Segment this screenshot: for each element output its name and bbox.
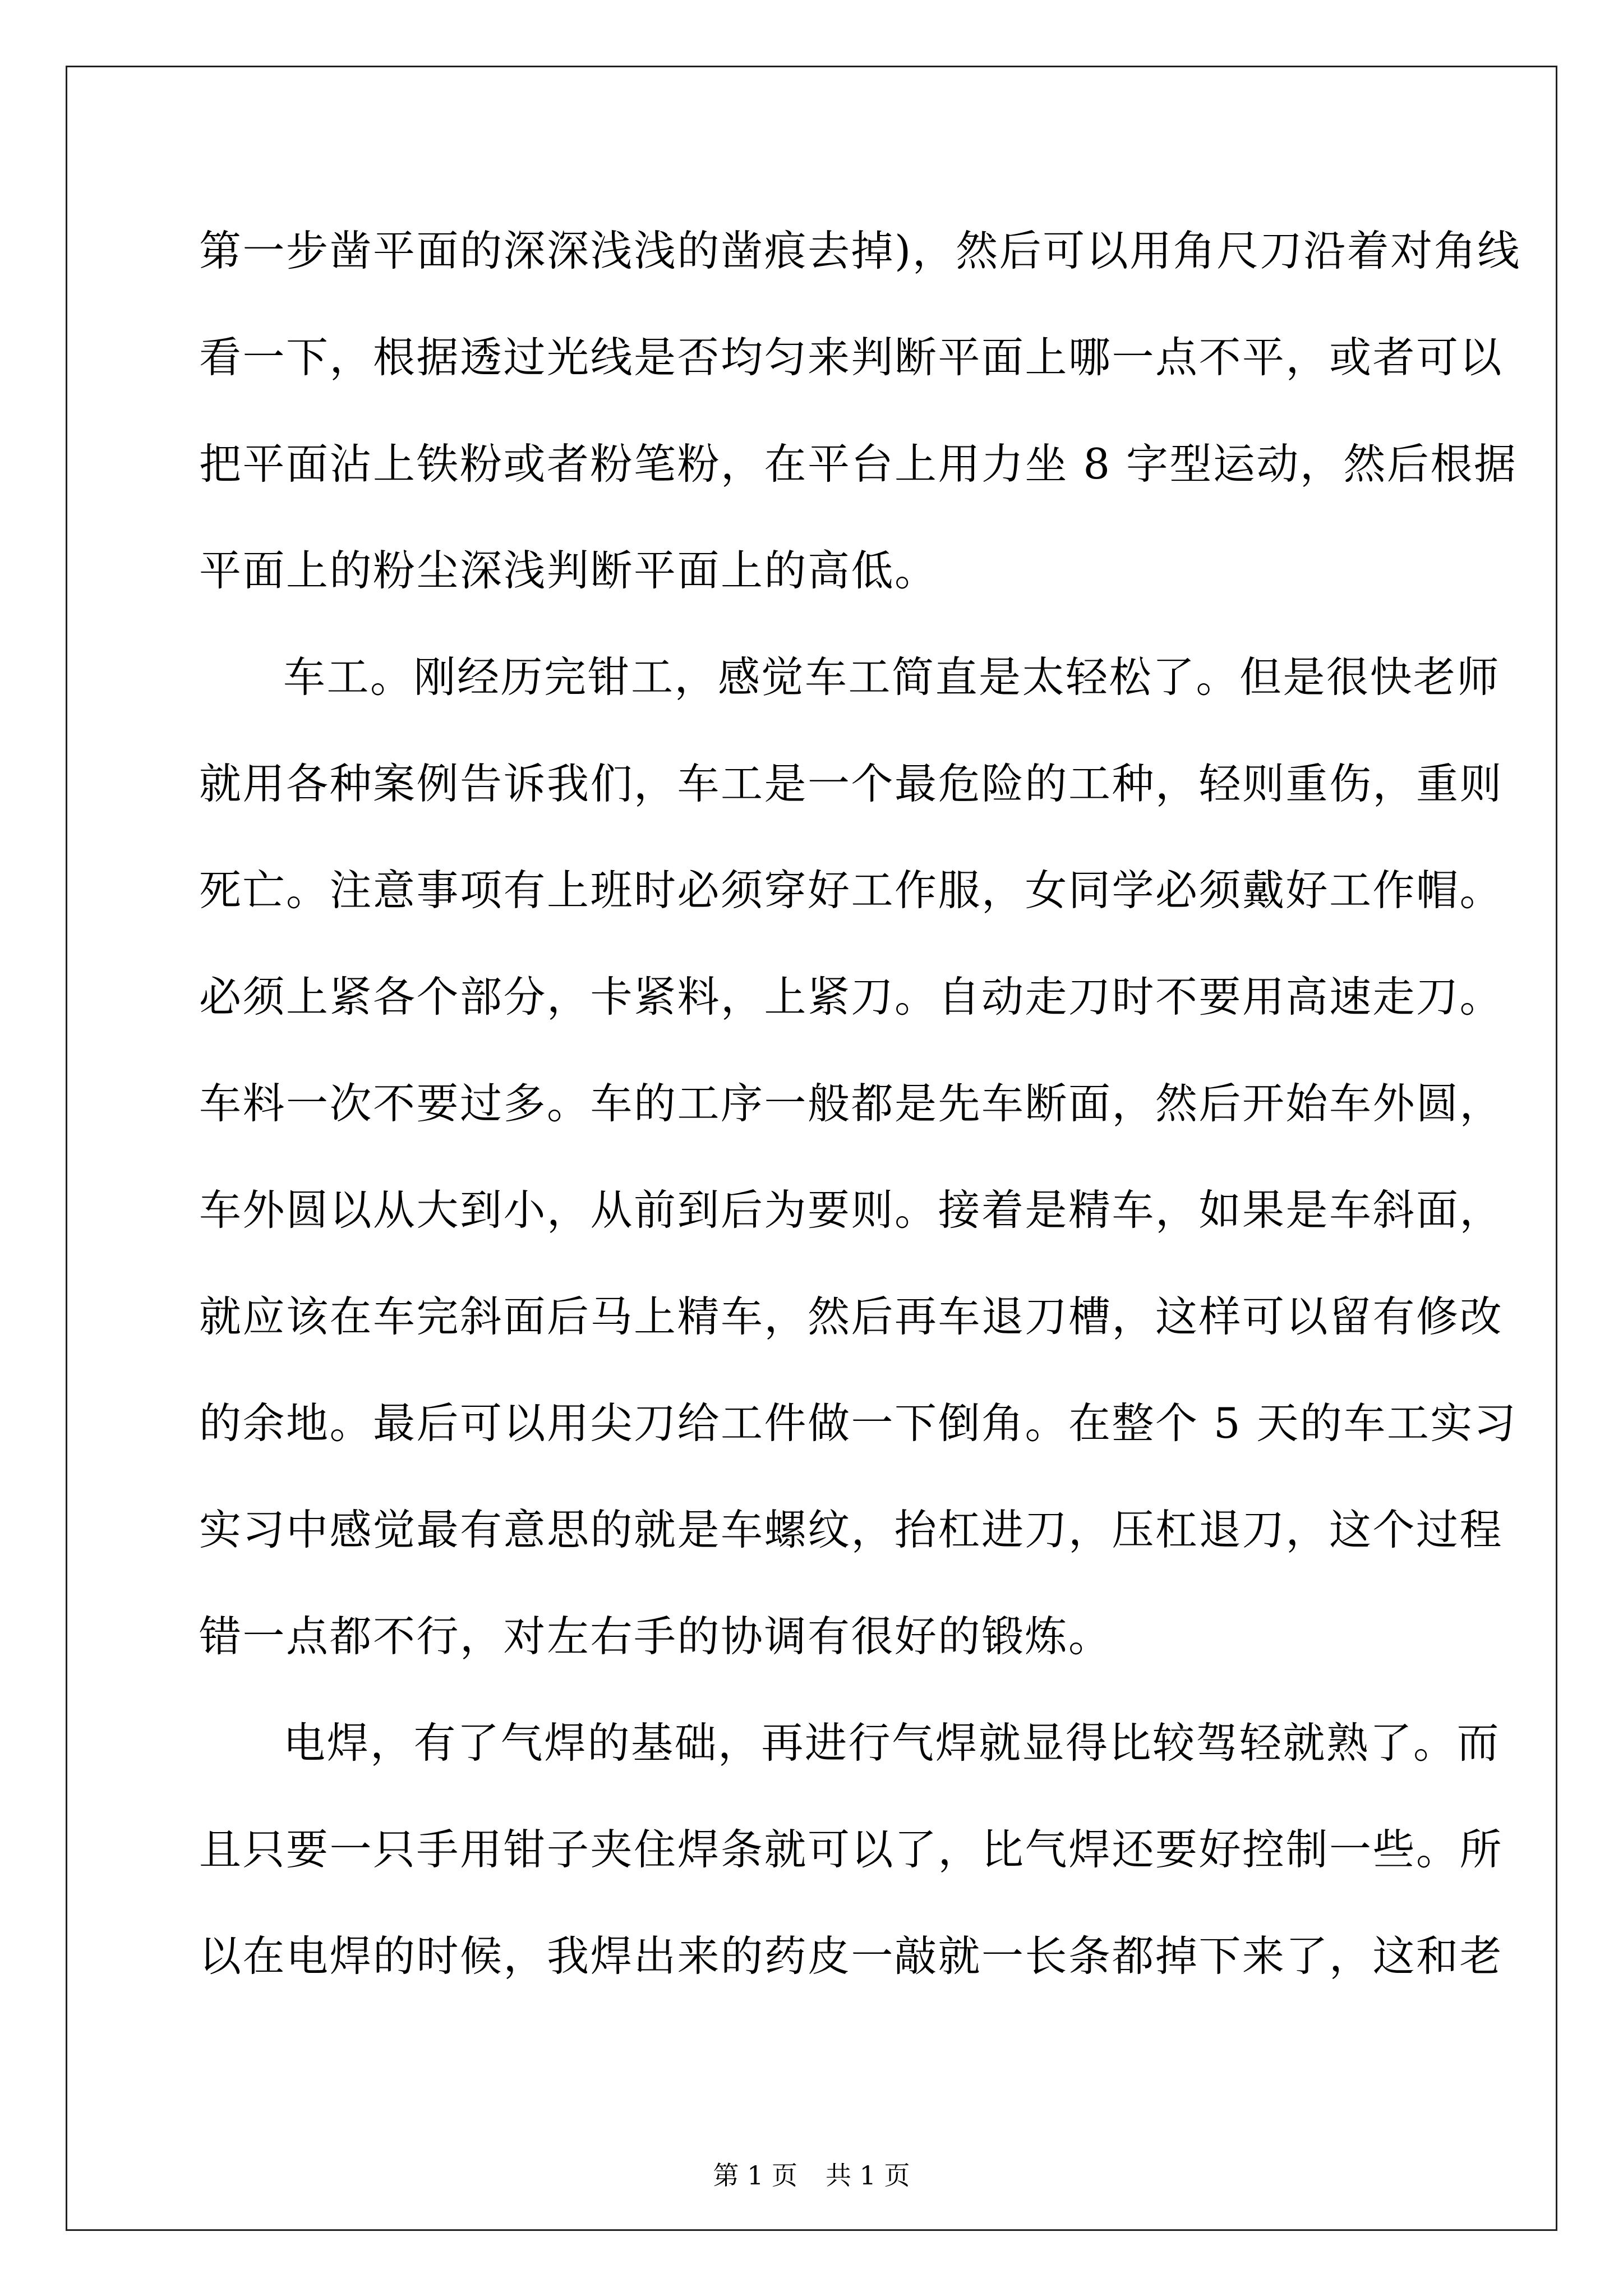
text-line: 平面上的粉尘深浅判断平面上的高低。 (199, 546, 938, 595)
text-line: 把平面沾上铁粉或者粉笔粉，在平台上用力坐 8 字型运动，然后根据 (199, 439, 1518, 489)
text-line: 的余地。最后可以用尖刀给工件做一下倒角。在整个 5 天的车工实习 (199, 1398, 1518, 1448)
text-line: 且只要一只手用钳子夹住焊条就可以了，比气焊还要好控制一些。所 (199, 1825, 1504, 1874)
page-footer (0, 2159, 1623, 2192)
text-line: 车外圆以从大到小，从前到后为要则。接着是精车，如果是车斜面， (199, 1185, 1504, 1235)
text-line: 以在电焊的时候，我焊出来的药皮一敲就一长条都掉下来了，这和老 (199, 1931, 1504, 1981)
document-body (199, 219, 1521, 2031)
text-line: 死亡。注意事项有上班时必须穿好工作服，女同学必须戴好工作帽。 (199, 866, 1504, 915)
text-line: 车料一次不要过多。车的工序一般都是先车断面，然后开始车外圆， (199, 1079, 1504, 1128)
text-line: 必须上紧各个部分，卡紧料，上紧刀。自动走刀时不要用高速走刀。 (199, 972, 1504, 1022)
text-line: 错一点都不行，对左右手的协调有很好的锻炼。 (199, 1612, 1112, 1661)
text-line: 就应该在车完斜面后马上精车，然后再车退刀槽，这样可以留有修改 (199, 1292, 1504, 1341)
page-total: 共 1 页 (826, 2160, 910, 2191)
text-line: 就用各种案例告诉我们，车工是一个最危险的工种，轻则重伤，重则 (199, 759, 1504, 808)
paragraph-start-line: 车工。刚经历完钳工，感觉车工简直是太轻松了。但是很快老师 (283, 652, 1501, 702)
page-number: 第 1 页 (713, 2160, 797, 2191)
text-line: 看一下，根据透过光线是否均匀来判断平面上哪一点不平，或者可以 (199, 333, 1504, 382)
paragraph-start-line: 电焊，有了气焊的基础，再进行气焊就显得比较驾轻就熟了。而 (283, 1718, 1501, 1768)
text-line: 第一步凿平面的深深浅浅的凿痕去掉)，然后可以用角尺刀沿着对角线 (199, 226, 1521, 275)
text-line: 实习中感觉最有意思的就是车螺纹，抬杠进刀，压杠退刀，这个过程 (199, 1505, 1504, 1554)
